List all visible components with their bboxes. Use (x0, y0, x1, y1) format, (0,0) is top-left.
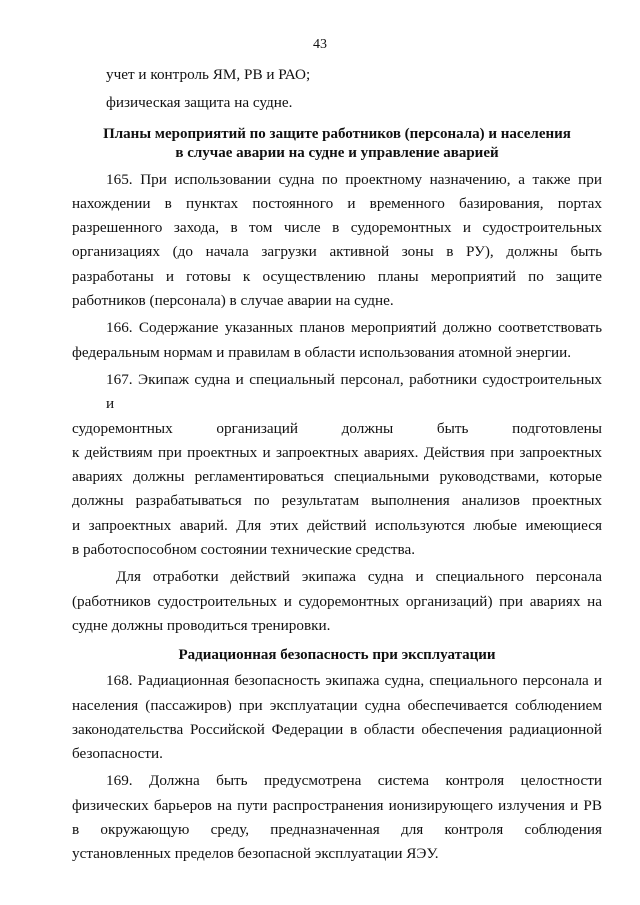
paragraph-line: в окружающую среду, предназначенная для контроля соблюдения (72, 821, 602, 839)
paragraph-line: работников (персонала) в случае аварии на судне. (72, 292, 394, 310)
list-item: учет и контроль ЯМ, РВ и РАО; (106, 66, 311, 83)
paragraph-line: 166. Содержание указанных планов мероприятий должно соответствовать (106, 319, 602, 337)
paragraph-line: судне должны проводиться тренировки. (72, 616, 331, 634)
paragraph-line: судоремонтных организаций должны быть подготовлены (72, 419, 602, 437)
paragraph-169 (72, 769, 602, 866)
paragraph-line: 168. Радиационная безопасность экипажа судна, специального персонала и (106, 672, 602, 690)
paragraph-167 (72, 368, 602, 562)
paragraph-line: федеральным нормам и правилам в области использования атомной энергии. (72, 343, 572, 361)
paragraph-line: нахождении в пунктах постоянного и временного базирования, портах (72, 194, 602, 212)
list-item: физическая защита на судне. (106, 94, 293, 112)
paragraph-line: к действиям при проектных и запроектных авариях. Действия при запроектных (72, 443, 602, 461)
paragraph-line: 165. При использовании судна по проектному назначению, а также при (106, 170, 602, 188)
paragraph-line: физических барьеров на пути распространения ионизирующего излучения и РВ (72, 796, 602, 814)
paragraph-line: Для отработки действий экипажа судна и специального персонала (116, 568, 602, 586)
page-number: 43 (313, 37, 327, 52)
list-continuation (72, 63, 602, 116)
paragraph-training (72, 565, 602, 638)
document-body (72, 63, 602, 867)
paragraph-line: установленных пределов безопасной эксплуатации ЯЭУ. (72, 845, 439, 863)
paragraph-line: населения (пассажиров) при эксплуатации судна обеспечивается соблюдением (72, 696, 602, 714)
paragraph-165 (72, 168, 602, 314)
paragraph-line: (работников судостроительных и судоремонтных организаций) при авариях на (72, 592, 602, 610)
paragraph-168 (72, 669, 602, 766)
section-heading-emergency-plans (72, 125, 602, 163)
paragraph-line: и запроектных аварий. Для этих действий используются любые имеющиеся (72, 516, 602, 534)
heading-line: в случае аварии на судне и управление аварией (175, 144, 499, 161)
paragraph-line: авариях должны регламентироваться специальными руководствами, которые (72, 468, 602, 486)
paragraph-line: законодательства Российской Федерации в области обеспечения радиационной (72, 720, 602, 738)
paragraph-line: 169. Должна быть предусмотрена система контроля целостности (106, 772, 602, 790)
paragraph-line: разрешенного захода, в том числе в судоремонтных и судостроительных (72, 219, 602, 237)
paragraph-line: организациях (до начала загрузки активной зоны в РУ), должны быть (72, 243, 602, 261)
section-heading-radiation-safety: Радиационная безопасность при эксплуатации (178, 647, 496, 664)
paragraph-line: безопасности. (72, 745, 163, 763)
paragraph-166 (72, 316, 602, 365)
paragraph-line: 167. Экипаж судна и специальный персонал, работники судостроительных и (106, 370, 602, 413)
heading-line: Планы мероприятий по защите работников (персонала) и населения (103, 125, 571, 142)
paragraph-line: в работоспособном состоянии технические средства. (72, 541, 415, 559)
paragraph-line: должны разрабатываться по результатам выполнения анализов проектных (72, 492, 602, 510)
paragraph-line: разработаны и готовы к осуществлению планы мероприятий по защите (72, 267, 602, 285)
